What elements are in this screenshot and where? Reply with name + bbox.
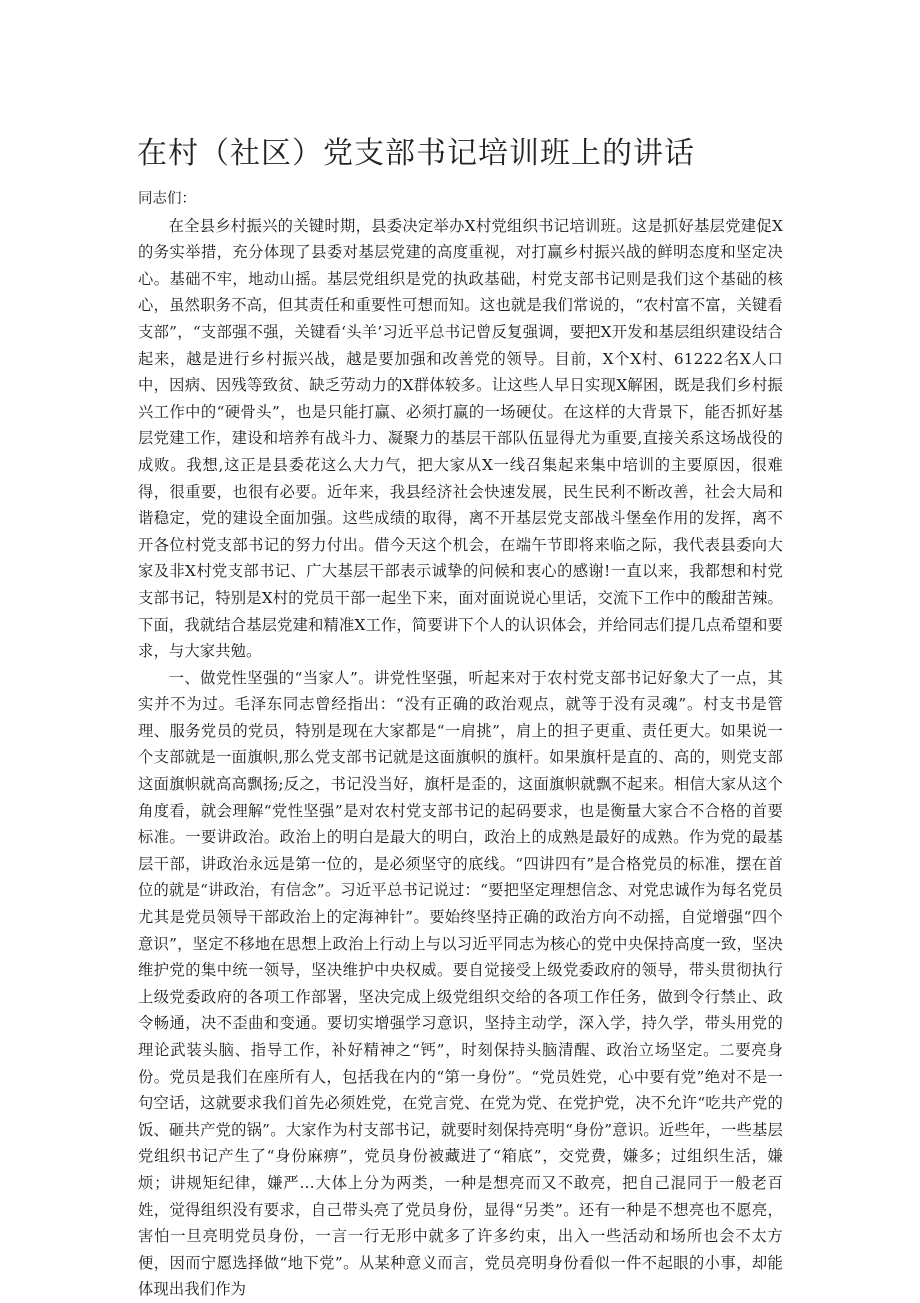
document-title: 在村（社区）党支部书记培训班上的讲话 [137, 136, 695, 171]
salutation: 同志们： [138, 191, 196, 207]
document-body [138, 186, 783, 1303]
paragraph-intro: 在全县乡村振兴的关键时期，县委决定举办X村党组织书记培训班。这是抓好基层党建促X的务实举措，充分体现了县委对基层党建的高度重视，对打赢乡村振兴战的鲜明态度和坚定决心。基础不牢，地动山摇。基层党组织是党的执政基础，村党支部书记则是我们这个基础的核心，虽然职务不高，但其责任和重要性可想而知。这也就是我们常说的，“农村富不富，关键看支部”，“支部强不强，关键看‘头羊’习近平总书记曾反复强调，要把X开发和基层组织建设结合起来，越是进行乡村振兴战，越是要加强和改善党的领导。目前，X个X村、61222名X人口中，因病、因残等致贫、缺乏劳动力的X群体较多。让这些人早日实现X解困，既是我们乡村振兴工作中的“硬骨头”，也是只能打赢、必须打赢的一场硬仗。在这样的大背景下，能否抓好基层党建工作，建设和培养有战斗力、凝聚力的基层干部队伍显得尤为重要,直接关系这场战役的成败。我想,这正是县委花这么大力气，把大家从X一线召集起来集中培训的主要原因，很难得，很重要，也很有必要。近年来，我县经济社会快速发展，民生民利不断改善，社会大局和谐稳定，党的建设全面加强。这些成绩的取得，离不开基层党支部战斗堡垒作用的发挥，离不开各位村党支部书记的努力付出。借今天这个机会，在端午节即将来临之际，我代表县委向大家及非X村党支部书记、广大基层干部表示诚挚的问候和衷心的感谢!一直以来，我都想和村党支部书记，特别是X村的党员干部一起坐下来，面对面说说心里话，交流下工作中的酸甜苦辣。下面，我就结合基层党建和精准X工作，简要讲下个人的认识体会，并给同志们提几点希望和要求，与大家共勉。 [138, 216, 783, 661]
paragraph-section-one: 一、做党性坚强的“当家人”。讲党性坚强，听起来对于农村党支部书记好象大了一点，其实并不为过。毛泽东同志曾经指出：“没有正确的政治观点，就等于没有灵魂”。村支书是管理、服务党员的党员，特别是现在大家都是“一肩挑”，肩上的担子更重、责任更大。如果说一个支部就是一面旗帜,那么党支部书记就是这面旗帜的旗杆。如果旗杆是直的、高的，则党支部这面旗帜就高高飘扬;反之，书记没当好，旗杆是歪的，这面旗帜就飘不起来。相信大家从这个角度看，就会理解“党性坚强”是对农村党支部书记的起码要求，也是衡量大家合不合格的首要标准。一要讲政治。政治上的明白是最大的明白，政治上的成熟是最好的成熟。作为党的最基层干部，讲政治永远是第一位的，是必须坚守的底线。“四讲四有”是合格党员的标准，摆在首位的就是“讲政治，有信念”。习近平总书记说过：“要把坚定理想信念、对党忠诚作为每名党员尤其是党员领导干部政治上的定海神针”。要始终坚持正确的政治方向不动摇，自觉增强“四个意识”，坚定不移地在思想上政治上行动上与以习近平同志为核心的党中央保持高度一致，坚决维护党的集中统一领导，坚决维护中央权威。要自觉接受上级党委政府的领导，带头贯彻执行上级党委政府的各项工作部署，坚决完成上级党组织交给的各项工作任务，做到令行禁止、政令畅通，决不歪曲和变通。要切实增强学习意识，坚持主动学，深入学，持久学，带头用党的理论武装头脑、指导工作，补好精神之“钙”，时刻保持头脑清醒、政治立场坚定。二要亮身份。党员是我们在座所有人，包括我在内的“第一身份”。“党员姓党，心中要有党”绝对不是一句空话，这就要求我们首先必须姓党，在党言党、在党为党、在党护党，决不允许“吃共产党的饭、砸共产党的锅”。大家作为村支部书记，就要时刻保持亮明“身份”意识。近些年，一些基层党组织书记产生了“身份麻痹”，党员身份被藏进了“箱底”，交党费，嫌多；过组织生活，嫌烦；讲规矩纪律，嫌严…大体上分为两类，一种是想亮而又不敢亮，把自己混同于一般老百姓，觉得组织没有要求，自己带头亮了党员身份，显得“另类”。还有一种是不想亮也不愿亮，害怕一旦亮明党员身份，一言一行无形中就多了许多约束，出入一些活动和场所也会不太方便，因而宁愿选择做“地下党”。从某种意义而言，党员亮明身份看似一件不起眼的小事，却能体现出我们作为 [138, 668, 783, 1299]
